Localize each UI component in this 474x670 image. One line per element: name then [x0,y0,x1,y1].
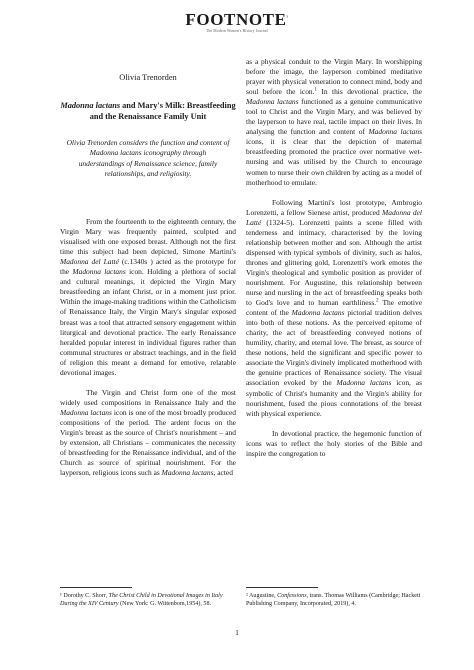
footnote-ref-1[interactable]: 1 [314,87,317,93]
body-paragraph-2: The Virgin and Christ form one of the most widely used compositions in Renaissance Italy and the Madonna lactans icon is one of the most broadly produced compositions of the period. The ardent focus on the Virgin's breast as the source of Christ's nourishment – and by extension, all Christians – communicates the necessity of breastfeeding for the Renaissance individual, and of the Church as source of spiritual nourishment. For the layperson, religious icons such as Madonna lactans, acted [60,387,236,478]
body-paragraph-4: Following Martini's lost prototype, Ambrogio Lorenzetti, a fellow Sienese artist, produced Madonna del Latté (1324-5). Lorenzetti paints a scene filled with tenderness and intimacy, characterised by the loving relationship between mother and son. Although the artist dispensed with typical symbols of divinity, such as halos, thrones and glittering gold, Lorenzetti's work emotes the Virgin's theological and symbolic position as provider of nourishment. For Augustine, this relationship between nurse and nursling in the act of breastfeeding speaks both to God's love and to human earthliness.$^2$ The emotive content of the Madonna lactans pictorial tradition delves into both of these notions. As the perceived epitome of charity, the act of breastfeeding conveyed notions of humility, charity, and eternal love. The breast, as source of these notions, held the significant and specific power to associate the Virgin's divinely implicated motherhood with the genuine practices of Renaissance society. The visual association evoked by the Madonna lactans icon, as symbolic of Christ's humanity and the Virgin's ability for nourishment, fused the pious connotations of the breast with physical experience. [246,197,422,418]
footnote-ref-2[interactable]: 2 [376,298,379,304]
title-italic: Madonna lactans [60,101,121,111]
article-title [60,101,236,122]
footnote-rule [246,587,318,588]
body-paragraph-1: From the fourteenth to the eighteenth century, the Virgin Mary was frequently painted, sculpted and visualised with one exposed breast. Although not the first time this subject had been depicted, Simone Martini's Madonna del Latté (c.1340s ) acted as the prototype for the Madonna lactans icon. Holding a plethora of social and cultural meanings, it depicted the Virgin Mary breastfeeding an infant Christ, or in a moment just prior. Within the image-making traditions within the Catholicism of Renaissance Italy, the Virgin Mary's singular exposed breast was a tool that attracted sensory engagement within liturgical and devotional practice. The early Renaissance heralded popular interest in individual figures rather than communal structures or abstract teachings, and in the field of religion this meant a demand for emotive, relatable devotional images. [60,217,236,377]
journal-title: $FOOTNOTE^{^2}$ [185,10,289,29]
masthead [0,11,474,34]
right-column [246,57,422,459]
body-paragraph-5: In devotional practice, the hegemonic function of icons was to reflect the holy stories of the Bible and inspire the congregation to [246,428,422,458]
article-abstract: Olivia Trenorden considers the function and content of Madonna lactans iconography through understandings of Renaissance science, family relationships, and religiosity. [66,138,230,178]
title-rest: and Mary's Milk: Breastfeeding and the Renaissance Family Unit [89,101,236,121]
footnote-1: ¹ Dorothy C. Shorr, The Christ Child in Devotional Images in Italy During the XIV Century (New York: G. Wittenbom,1954), 58. [60,587,236,609]
footnote-2: ² Augustine, Confessions, trans. Thomas Williams (Cambridge; Hackett Publishing Company, Incorporated, 2019), 4. [246,587,422,609]
journal-tag: ² [286,15,289,21]
body-paragraph-3: as a physical conduit to the Virgin Mary. In worshipping before the image, the layperson combined meditative prayer with physical veneration to connect mind, body and soul before the icon.$^1$ In this devotional practice, the Madonna lactans functioned as a genuine communicative tool to Christ and the Virgin Mary, and was believed by the layperson to have real, tactile impact on their lives. In analysing the function and content of Madonna lactans icons, it is clear that the depiction of maternal breastfeeding promoted the practice over normative wet-nursing and was utilised by the Church to encourage women to nurse their own children by acting as a model of motherhood to emulate. [246,57,423,187]
journal-subtitle: The Modern Women's History Journal [206,29,268,33]
page-number: 1 [235,628,239,637]
footnote-rule [60,587,132,588]
left-column [60,58,236,478]
author-name: Olivia Trenorden [119,73,177,82]
